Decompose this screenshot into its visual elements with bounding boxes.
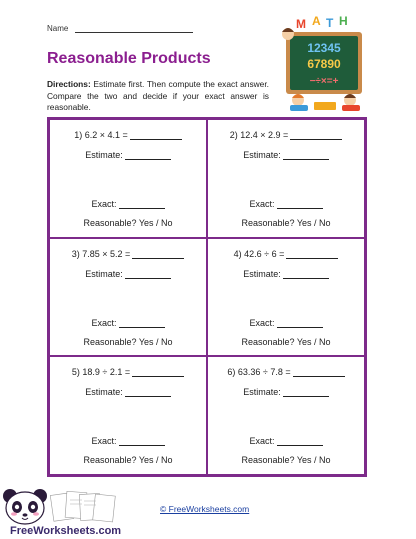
exact-line bbox=[50, 436, 206, 446]
exact-label: Exact: bbox=[249, 317, 275, 328]
clipart-letter-1: M bbox=[296, 17, 306, 31]
footer-brand: FreeWorksheets.com bbox=[10, 525, 122, 537]
page-title: Reasonable Products bbox=[47, 50, 211, 67]
freeworksheets-logo bbox=[0, 486, 140, 538]
answer-blank[interactable] bbox=[293, 367, 345, 377]
estimate-blank[interactable] bbox=[125, 387, 171, 397]
exact-line bbox=[208, 318, 364, 328]
clipart-letter-3: T bbox=[326, 16, 334, 30]
problem-cell bbox=[49, 119, 207, 238]
book bbox=[314, 102, 336, 110]
kid-bottom-left-body bbox=[290, 105, 308, 111]
footer-link[interactable]: © FreeWorksheets.com bbox=[160, 504, 250, 514]
board-row-3: −÷×=+ bbox=[309, 76, 339, 87]
exact-blank[interactable] bbox=[277, 436, 323, 446]
estimate-label: Estimate: bbox=[243, 268, 281, 279]
problem-cell bbox=[49, 356, 207, 475]
problem-cell bbox=[207, 238, 365, 357]
exact-line bbox=[50, 318, 206, 328]
reasonable-question[interactable]: Reasonable? Yes / No bbox=[83, 218, 173, 228]
reasonable-question[interactable]: Reasonable? Yes / No bbox=[241, 218, 331, 228]
clipart-letter-2: A bbox=[312, 14, 321, 28]
name-label: Name bbox=[47, 24, 69, 33]
kid-bottom-right-hair bbox=[344, 94, 356, 98]
answer-blank[interactable] bbox=[290, 130, 342, 140]
estimate-label: Estimate: bbox=[243, 150, 281, 160]
problem-text: 1) 6.2 × 4.1 = bbox=[74, 130, 128, 140]
directions-text: Estimate first. Then compute the exact answer. Compare the two and decide if your exact answer is reasonable. bbox=[47, 79, 269, 112]
problem-line bbox=[208, 130, 364, 140]
problem-grid bbox=[47, 117, 367, 477]
problem-cell bbox=[49, 238, 207, 357]
answer-blank[interactable] bbox=[286, 249, 338, 259]
problem-text: 4) 42.6 ÷ 6 = bbox=[233, 248, 285, 259]
reasonable-question[interactable]: Reasonable? Yes / No bbox=[83, 455, 173, 466]
problem-cell bbox=[207, 119, 365, 238]
exact-label: Exact: bbox=[249, 199, 275, 209]
estimate-label: Estimate: bbox=[85, 387, 123, 398]
estimate-label: Estimate: bbox=[85, 150, 123, 160]
kid-left-hair bbox=[282, 28, 294, 32]
math-clipart bbox=[278, 14, 370, 112]
estimate-line bbox=[50, 150, 206, 160]
problem-line bbox=[50, 249, 206, 259]
problem-text: 3) 7.85 × 5.2 = bbox=[71, 248, 131, 259]
exact-label: Exact: bbox=[249, 436, 275, 447]
directions-label: Directions: bbox=[47, 79, 91, 89]
exact-label: Exact: bbox=[91, 199, 117, 209]
worksheet-stack-icon bbox=[50, 491, 115, 522]
estimate-line bbox=[208, 269, 364, 279]
exact-blank[interactable] bbox=[277, 318, 323, 328]
estimate-line bbox=[50, 269, 206, 279]
name-field[interactable] bbox=[75, 24, 193, 33]
estimate-line bbox=[208, 150, 364, 160]
problem-cell bbox=[207, 356, 365, 475]
answer-blank[interactable] bbox=[130, 130, 182, 140]
directions bbox=[47, 79, 269, 114]
kid-bottom-right-body bbox=[342, 105, 360, 111]
problem-line bbox=[208, 367, 364, 377]
exact-label: Exact: bbox=[91, 317, 117, 328]
exact-line bbox=[208, 436, 364, 446]
reasonable-question[interactable]: Reasonable? Yes / No bbox=[83, 336, 173, 347]
clipart-letter-4: H bbox=[339, 14, 348, 28]
exact-blank[interactable] bbox=[277, 199, 323, 209]
problem-line bbox=[208, 249, 364, 259]
problem-line bbox=[50, 367, 206, 377]
estimate-label: Estimate: bbox=[85, 268, 123, 279]
problem-text: 2) 12.4 × 2.9 = bbox=[229, 130, 289, 140]
estimate-blank[interactable] bbox=[125, 269, 171, 279]
kid-bottom-left-hair bbox=[292, 94, 304, 98]
estimate-blank[interactable] bbox=[283, 387, 329, 397]
problem-text: 5) 18.9 ÷ 2.1 = bbox=[71, 367, 131, 378]
board-row-1: 12345 bbox=[307, 41, 341, 55]
estimate-line bbox=[50, 387, 206, 397]
exact-label: Exact: bbox=[91, 436, 117, 447]
estimate-blank[interactable] bbox=[283, 269, 329, 279]
answer-blank[interactable] bbox=[132, 367, 184, 377]
exact-blank[interactable] bbox=[119, 318, 165, 328]
answer-blank[interactable] bbox=[132, 249, 184, 259]
estimate-label: Estimate: bbox=[243, 387, 281, 398]
estimate-line bbox=[208, 387, 364, 397]
estimate-blank[interactable] bbox=[283, 150, 329, 160]
problem-line bbox=[50, 130, 206, 140]
exact-line bbox=[208, 199, 364, 209]
exact-blank[interactable] bbox=[119, 436, 165, 446]
board-row-2: 67890 bbox=[307, 57, 341, 71]
exact-blank[interactable] bbox=[119, 199, 165, 209]
panda-icon bbox=[3, 489, 47, 524]
problem-text: 6) 63.36 ÷ 7.8 = bbox=[227, 367, 291, 378]
reasonable-question[interactable]: Reasonable? Yes / No bbox=[241, 455, 331, 466]
estimate-blank[interactable] bbox=[125, 150, 171, 160]
reasonable-question[interactable]: Reasonable? Yes / No bbox=[241, 336, 331, 347]
exact-line bbox=[50, 199, 206, 209]
name-row bbox=[47, 24, 193, 33]
